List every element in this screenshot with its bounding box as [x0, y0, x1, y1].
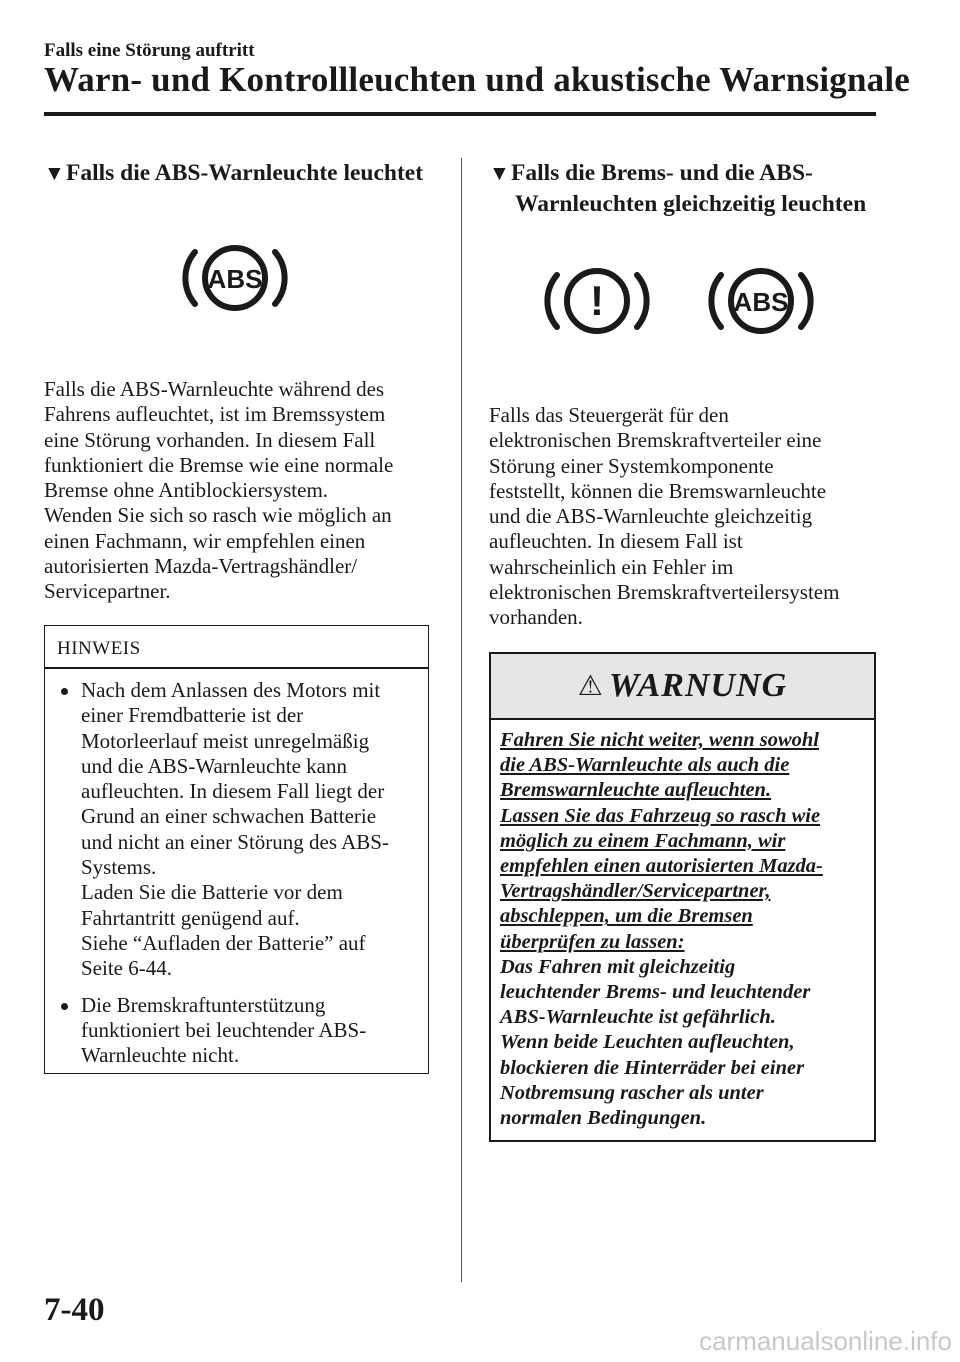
warning-line-underlined: Bremswarnleuchte aufleuchten.: [500, 779, 772, 802]
warning-title: WARNUNG: [608, 667, 788, 704]
page-title: Warn- und Kontrollleuchten und akustische Warnsignale: [44, 60, 911, 99]
bullet-icon: [61, 688, 68, 695]
warning-line-underlined: abschleppen, um die Bremsen: [500, 905, 753, 928]
warning-triangle-icon: ⚠: [577, 671, 603, 702]
column-divider: [461, 158, 462, 1282]
body-line: funktioniert die Bremse wie eine normale: [44, 452, 394, 477]
note-line: Systems.: [81, 855, 157, 880]
page-number: 7-40: [44, 1292, 105, 1328]
body-line: Servicepartner.: [44, 579, 171, 604]
warning-header: [491, 654, 874, 720]
warning-line: normalen Bedingungen.: [500, 1107, 707, 1130]
note-line: Nach dem Anlassen des Motors mit: [81, 678, 381, 702]
bullet-icon: [61, 1003, 68, 1010]
body-line: einen Fachmann, wir empfehlen einen: [44, 528, 366, 553]
warning-box: [489, 652, 876, 1142]
warning-line-underlined: die ABS-Warnleuchte als auch die: [500, 754, 790, 777]
body-line: autorisierten Mazda-Vertragshändler/: [44, 554, 358, 579]
left-body-text: [44, 377, 393, 605]
note-line: Siehe “Aufladen der Batterie” auf: [81, 930, 366, 955]
body-line: aufleuchten. In diesem Fall ist: [489, 529, 743, 554]
warning-line: leuchtender Brems- und leuchtender: [500, 981, 811, 1004]
note-bullet-item: [61, 993, 422, 1069]
abs-icon-label: ABS: [207, 264, 263, 294]
note-line: Grund an einer schwachen Batterie: [81, 804, 377, 829]
note-line: und die ABS-Warnleuchte kann: [81, 753, 347, 778]
body-line: elektronischen Bremskraftverteiler eine: [489, 428, 822, 453]
abs-icon-label: ABS: [733, 287, 789, 317]
body-line: Störung einer Systemkomponente: [489, 453, 774, 478]
body-line: vorhanden.: [489, 605, 583, 630]
note-line: einer Fremdbatterie ist der: [81, 703, 304, 728]
watermark: carmanualsonline.info: [699, 1326, 952, 1356]
note-line: Warnleuchte nicht.: [81, 1043, 240, 1068]
body-line: elektronischen Bremskraftverteilersystem: [489, 580, 840, 605]
warning-line-underlined: Vertragshändler/Servicepartner,: [500, 880, 771, 903]
note-line: Die Bremskraftunterstützung: [81, 992, 326, 1017]
right-heading-line-1: Falls die Brems- und die ABS-: [511, 160, 813, 186]
note-line: aufleuchten. In diesem Fall liegt der: [81, 779, 385, 804]
warning-line-underlined: empfehlen einen autorisierten Mazda-: [500, 855, 823, 878]
warning-line-underlined: möglich zu einem Fachmann, wir: [500, 829, 786, 852]
warning-line: Notbremsung rascher als unter: [500, 1081, 764, 1104]
triangle-marker-icon: ▼: [44, 161, 65, 185]
body-line: Fahrens aufleuchtet, ist im Bremssystem: [44, 402, 386, 427]
note-line: und nicht an einer Störung des ABS-: [81, 829, 389, 854]
right-section-heading: [489, 158, 866, 220]
warning-line: Wenn beide Leuchten aufleuchten,: [500, 1031, 795, 1054]
note-box: [44, 625, 429, 1074]
note-bullet-item: [61, 678, 422, 982]
warning-line: Das Fahren mit gleichzeitig: [500, 955, 736, 978]
note-divider: [45, 667, 428, 669]
body-line: Falls die ABS-Warnleuchte während des: [44, 377, 385, 401]
note-title: HINWEIS: [57, 638, 141, 659]
note-bullet-list: [61, 678, 422, 1079]
warning-line-underlined: Fahren Sie nicht weiter, wenn sowohl: [500, 729, 819, 751]
section-label: Falls eine Störung auftritt: [44, 40, 255, 61]
body-line: wahrscheinlich ein Fehler im: [489, 554, 734, 579]
note-line: Fahrtantritt genügend auf.: [81, 905, 300, 930]
body-line: Bremse ohne Antiblockiersystem.: [44, 478, 329, 503]
note-line: Laden Sie die Batterie vor dem: [81, 880, 343, 905]
abs-warning-icon: [702, 260, 820, 342]
note-line: funktioniert bei leuchtender ABS-: [81, 1017, 367, 1042]
abs-warning-icon: [178, 237, 292, 319]
body-line: feststellt, können die Bremswarnleuchte: [489, 478, 827, 503]
warning-body: [500, 728, 868, 1131]
warning-line: blockieren die Hinterräder bei einer: [500, 1056, 805, 1079]
brake-warning-icon: [538, 260, 656, 342]
warning-line-underlined: Lassen Sie das Fahrzeug so rasch wie: [500, 804, 821, 827]
body-line: Falls das Steuergerät für den: [489, 403, 729, 427]
right-body-text: [489, 403, 839, 631]
body-line: und die ABS-Warnleuchte gleichzeitig: [489, 504, 813, 529]
warning-line-underlined: überprüfen zu lassen:: [500, 930, 685, 953]
note-line: Seite 6-44.: [81, 956, 172, 981]
note-line: Motorleerlauf meist unregelmäßig: [81, 728, 370, 753]
right-heading-line-2: Warnleuchten gleichzeitig leuchten: [515, 191, 867, 217]
warning-line: ABS-Warnleuchte ist gefährlich.: [500, 1006, 776, 1029]
left-heading-text: Falls die ABS-Warnleuchte leuchtet: [66, 160, 424, 186]
body-line: eine Störung vorhanden. In diesem Fall: [44, 427, 376, 452]
triangle-marker-icon: ▼: [489, 161, 510, 185]
brake-icon-label: !: [590, 277, 604, 324]
header-rule: [44, 112, 876, 116]
body-line: Wenden Sie sich so rasch wie möglich an: [44, 503, 392, 528]
left-section-heading: [44, 158, 423, 189]
